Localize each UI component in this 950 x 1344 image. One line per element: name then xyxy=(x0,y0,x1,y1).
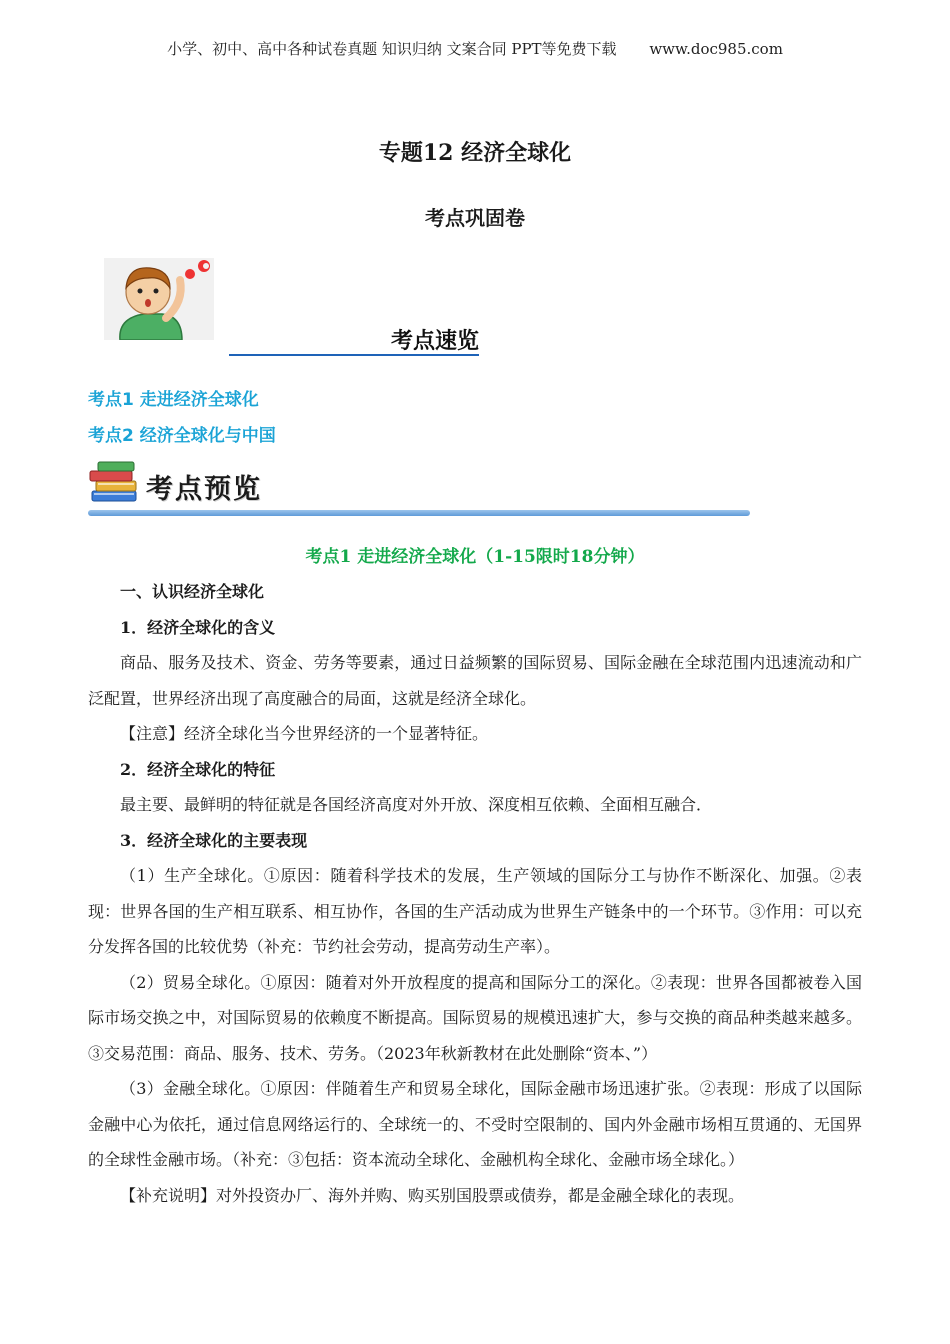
header-text: 小学、初中、高中各种试卷真题 知识归纳 文案合同 PPT等免费下载 xyxy=(167,40,617,58)
heading-1: 一、认识经济全球化 xyxy=(120,582,265,601)
section-content xyxy=(88,574,862,1213)
preview-rule xyxy=(88,510,750,516)
page-title: 专题12 经济全球化 xyxy=(378,140,572,166)
preview-banner xyxy=(88,455,750,517)
overview-item-2[interactable]: 考点2 经济全球化与中国 xyxy=(88,426,276,446)
paragraph-features: 最主要、最鲜明的特征就是各国经济高度对外开放、深度相互依赖、全面相互融合． xyxy=(120,795,713,814)
subheading-3: 3．经济全球化的主要表现 xyxy=(120,830,308,850)
paragraph-production: （1）生产全球化。①原因：随着科学技术的发展，生产领域的国际分工与协作不断深化、加强。②表现：世界各国的生产相互联系、相互协作，各国的生产活动成为世界生产链条中的一个环节。③作用：可以充分发挥各国的比较优势（补充：节约社会劳动，提高劳动生产率）。 xyxy=(88,866,862,956)
overview-heading xyxy=(229,326,479,356)
header-url[interactable]: www.doc985.com xyxy=(649,40,783,58)
page-subtitle: 考点巩固卷 xyxy=(425,206,525,230)
thinking-boy-illustration xyxy=(104,258,214,340)
page-header xyxy=(0,38,950,59)
paragraph-supplement: 【补充说明】对外投资办厂、海外并购、购买别国股票或债券，都是金融全球化的表现。 xyxy=(120,1185,745,1205)
paragraph-note: 【注意】经济全球化当今世界经济的一个显著特征。 xyxy=(120,724,489,743)
subheading-1: 1．经济全球化的含义 xyxy=(120,617,276,637)
section-heading: 考点1 走进经济全球化（1-15限时18分钟） xyxy=(305,547,645,567)
overview-item-1[interactable]: 考点1 走进经济全球化 xyxy=(88,390,259,410)
paragraph-trade: （2）贸易全球化。①原因：随着对外开放程度的提高和国际分工的深化。②表现：世界各国都被卷入国际市场交换之中，对国际贸易的依赖度不断提高。国际贸易的规模迅速扩大，参与交换的商品种类越来越多。③交易范围：商品、服务、技术、劳务。（2023年秋新教材在此处删除“资本、”） xyxy=(88,972,862,1063)
subheading-2: 2．经济全球化的特征 xyxy=(120,759,276,779)
preview-title: 考点预览 xyxy=(146,474,262,505)
paragraph-definition: 商品、服务及技术、资金、劳务等要素，通过日益频繁的国际贸易、国际金融在全球范围内迅速流动和广泛配置，世界经济出现了高度融合的局面，这就是经济全球化。 xyxy=(88,653,862,708)
overview-title: 考点速览 xyxy=(390,329,479,354)
books-icon xyxy=(88,457,142,507)
paragraph-finance: （3）金融全球化。①原因：伴随着生产和贸易全球化，国际金融市场迅速扩张。②表现：形成了以国际金融中心为依托，通过信息网络运行的、全球统一的、不受时空限制的、国内外金融市场相互贯通的、无国界的全球性金融市场。（补充：③包括：资本流动全球化、金融机构全球化、金融市场全球化。） xyxy=(88,1079,862,1169)
